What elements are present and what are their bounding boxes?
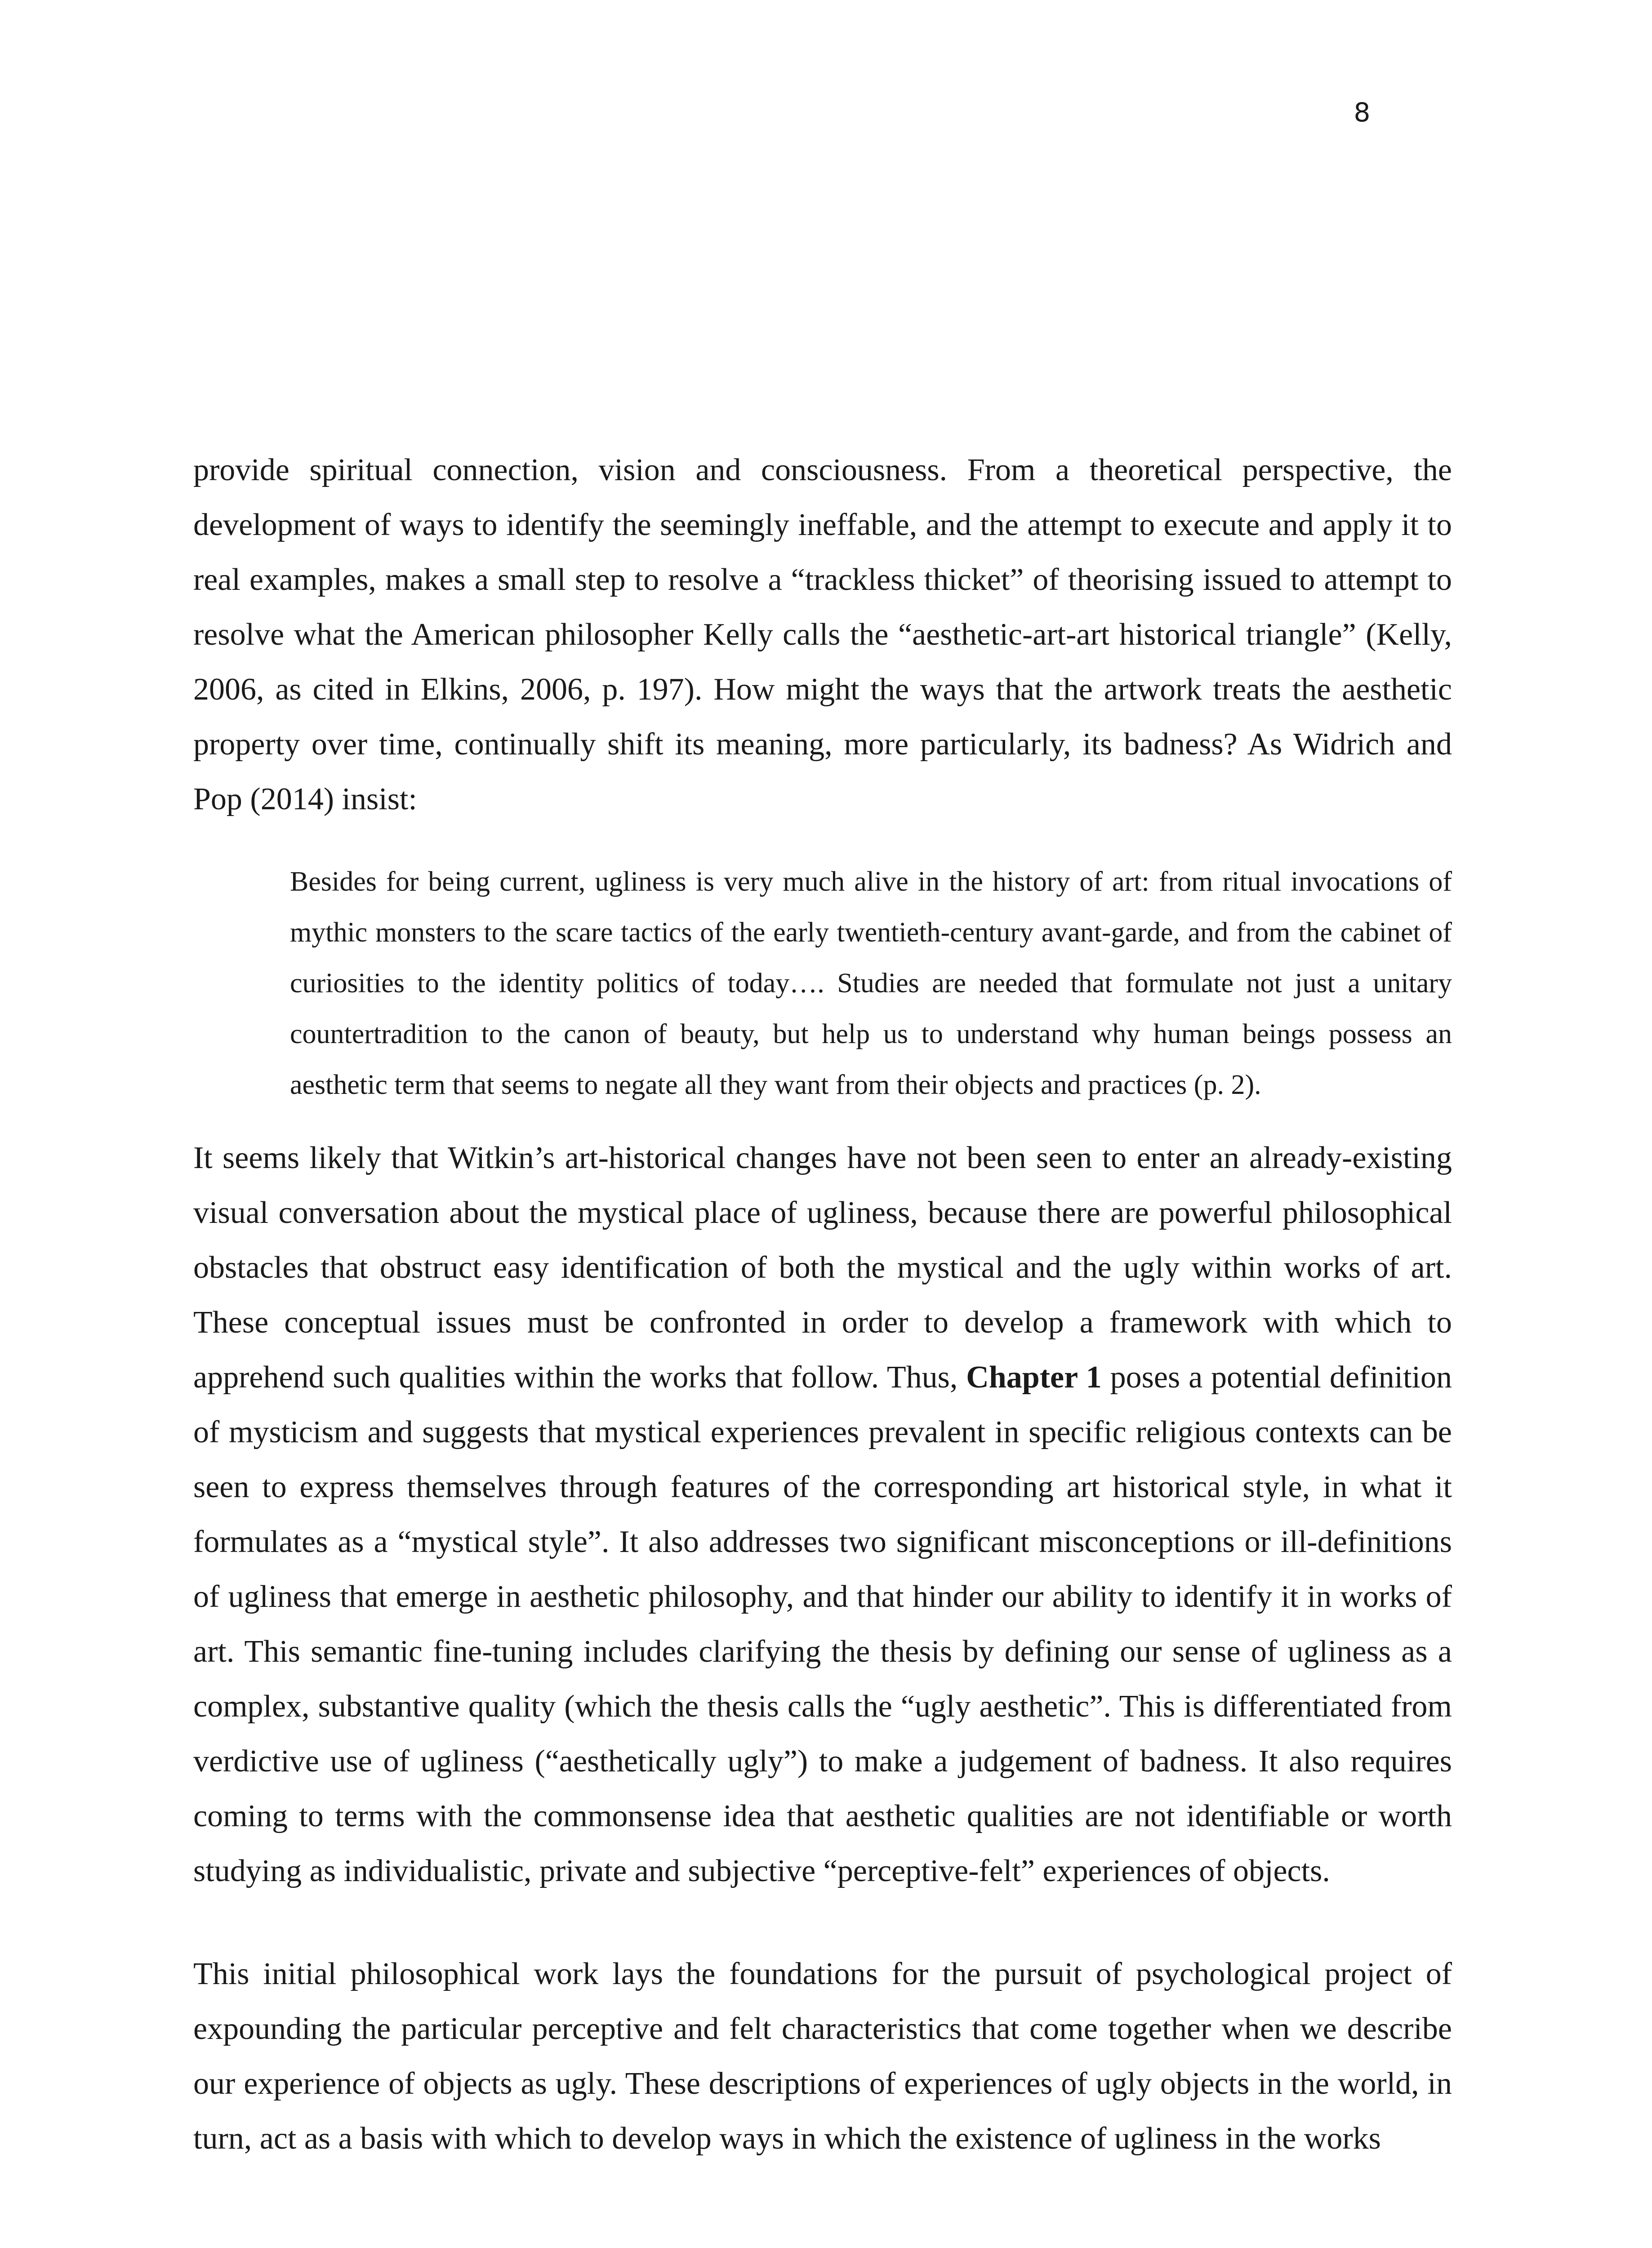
page-number: 8 — [1354, 97, 1371, 128]
body-paragraph: provide spiritual connection, vision and consciousness. From a theoretical perspective, the development of ways to identify the seemingly ineffable, and the attempt to execute and apply it to real examples, makes a small step to resolve a “trackless thicket” of theorising issued to attempt to resolve what the American philosopher Kelly calls the “aesthetic-art-art historical triangle” (Kelly, 2006, as cited in Elkins, 2006, p. 197). How might the ways that the artwork treats the aesthetic property over time, continually shift its meaning, more particularly, its badness? As Widrich and Pop (2014) insist: — [193, 453, 1452, 816]
body-paragraph: This initial philosophical work lays the foundations for the pursuit of psychological project of expounding the particular perceptive and felt characteristics that come together when we describe our experience of objects as ugly. These descriptions of experiences of ugly objects in the world, in turn, act as a basis with which to develop ways in which the existence of ugliness in the works — [193, 1957, 1452, 2156]
paragraph-text: It seems likely that Witkin’s art-historical changes have not been seen to enter an already-existing visual conversation about the mystical place of ugliness, because there are powerful philosophical obstacles that obstruct easy identification of both the mystical and the ugly within works of art. These conceptual issues must be confronted in order to develop a framework with which to apprehend such qualities within the works that follow. Thus, — [193, 1141, 1452, 1395]
block-quote: Besides for being current, ugliness is very much alive in the history of art: from ritual invocations of mythic monsters to the scare tactics of the early twentieth-century avant-garde, and from the cabinet of curiosities to the identity politics of today…. Studies are needed that formulate not just a unitary countertradition to the canon of beauty, but help us to understand why human beings possess an aesthetic term that seems to negate all they want from their objects and practices (p. 2). — [290, 866, 1452, 1100]
body-paragraph — [193, 1131, 1452, 1899]
paragraph-text: poses a potential definition of mysticism and suggests that mystical experiences prevalent in specific religious contexts can be seen to express themselves through features of the corresponding art historical style, in what it formulates as a “mystical style”. It also addresses two significant misconceptions or ill-definitions of ugliness that emerge in aesthetic philosophy, and that hinder our ability to identify it in works of art. This semantic fine-tuning includes clarifying the thesis by defining our sense of ugliness as a complex, substantive quality (which the thesis calls the “ugly aesthetic”. This is differentiated from verdictive use of ugliness (“aesthetically ugly”) to make a judgement of badness. It also requires coming to terms with the commonsense idea that aesthetic qualities are not identifiable or worth studying as individualistic, private and subjective “perceptive-felt” experiences of objects. — [193, 1360, 1452, 1888]
chapter-reference: Chapter 1 — [966, 1360, 1102, 1395]
